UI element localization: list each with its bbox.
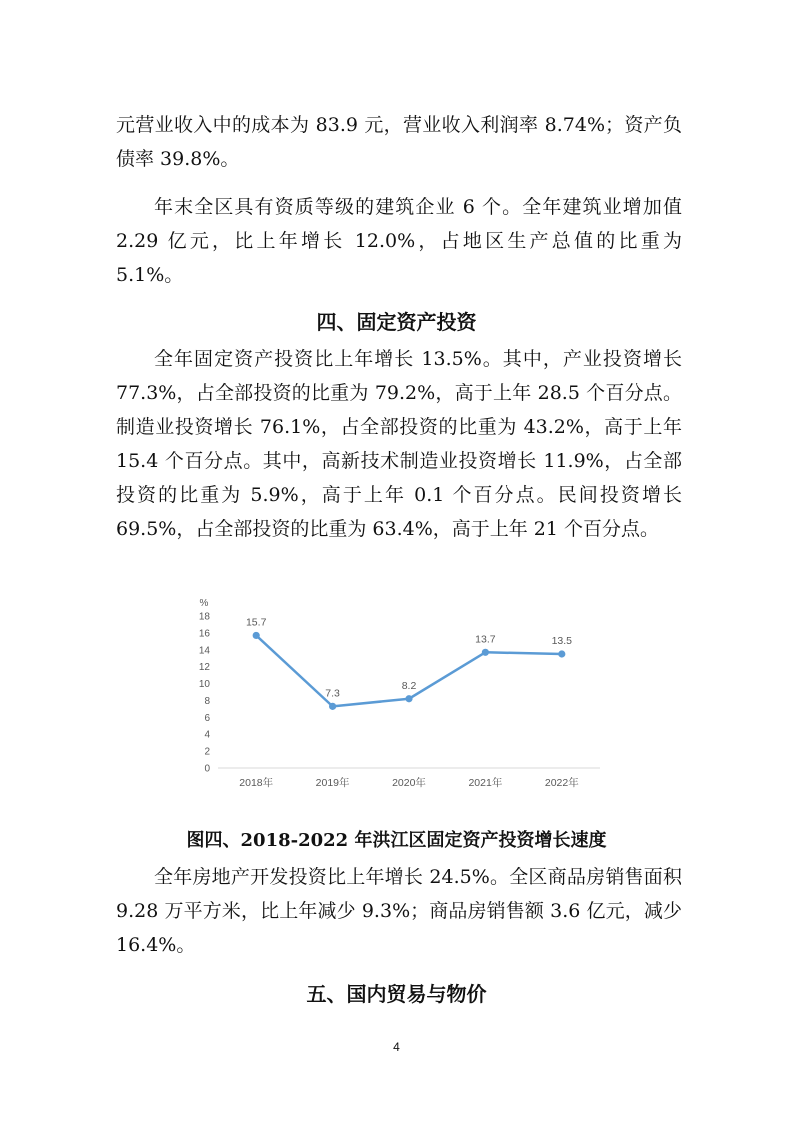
x-tick-label: 2022年 (544, 777, 579, 789)
y-tick-label: 6 (204, 712, 210, 724)
data-label: 13.7 (475, 633, 496, 646)
data-point (405, 695, 412, 702)
paragraph-construction: 年末全区具有资质等级的建筑企业 6 个。全年建筑业增加值 2.29 亿元，比上年增长 12.0%，占地区生产总值的比重为 5.1%。 (116, 196, 682, 286)
data-point (482, 649, 489, 656)
page-number: 4 (393, 1040, 400, 1054)
data-point (253, 632, 260, 639)
y-tick-label: 14 (198, 645, 210, 657)
heading-fixed-asset-investment: 四、固定资产投资 (316, 310, 477, 334)
paragraph-fixed-asset-investment: 全年固定资产投资比上年增长 13.5%。其中，产业投资增长 77.3%，占全部投资的比重为 79.2%，高于上年 28.5 个百分点。制造业投资增长 76.1%，占全部投资的比重为 43.2%，高于上年 15.4 个百分点。其中，高新技术制造业投资增长 11.9%，占全部投资的比重为 5.9%，高于上年 0.1 个百分点。民间投资增长 69.5%，占全部投资的比重为 63.4%，高于上年 21 个百分点。 (116, 348, 682, 540)
investment-growth-chart (190, 594, 610, 804)
data-point (329, 703, 336, 710)
x-tick-label: 2018年 (239, 777, 274, 789)
y-axis-unit-label: % (199, 598, 209, 609)
y-tick-label: 12 (198, 662, 210, 674)
data-label: 8.2 (401, 679, 417, 692)
data-label: 7.3 (325, 687, 340, 700)
series-investment-growth (246, 616, 572, 710)
x-tick-label: 2021年 (468, 777, 503, 789)
heading-domestic-trade: 五、国内贸易与物价 (306, 982, 487, 1006)
y-tick-label: 16 (198, 628, 210, 640)
y-tick-label: 8 (204, 695, 210, 707)
paragraph-cost-ratio: 元营业收入中的成本为 83.9 元，营业收入利润率 8.74%；资产负债率 39.8%。 (116, 114, 682, 170)
x-tick-label: 2019年 (315, 777, 350, 789)
y-tick-label: 10 (198, 679, 210, 691)
data-label: 13.5 (551, 635, 573, 647)
y-axis (199, 598, 211, 775)
figure-caption: 图四、2018-2022 年洪江区固定资产投资增长速度 (186, 830, 607, 851)
data-label: 15.7 (245, 616, 267, 629)
y-tick-label: 0 (204, 763, 210, 775)
x-axis (218, 768, 600, 789)
data-point (558, 650, 565, 657)
y-tick-label: 2 (204, 746, 210, 758)
x-tick-label: 2020年 (392, 777, 426, 789)
y-tick-label: 18 (198, 611, 210, 623)
paragraph-real-estate: 全年房地产开发投资比上年增长 24.5%。全区商品房销售面积 9.28 万平方米，比上年减少 9.3%；商品房销售额 3.6 亿元，减少 16.4%。 (116, 866, 682, 956)
y-tick-label: 4 (204, 729, 210, 741)
